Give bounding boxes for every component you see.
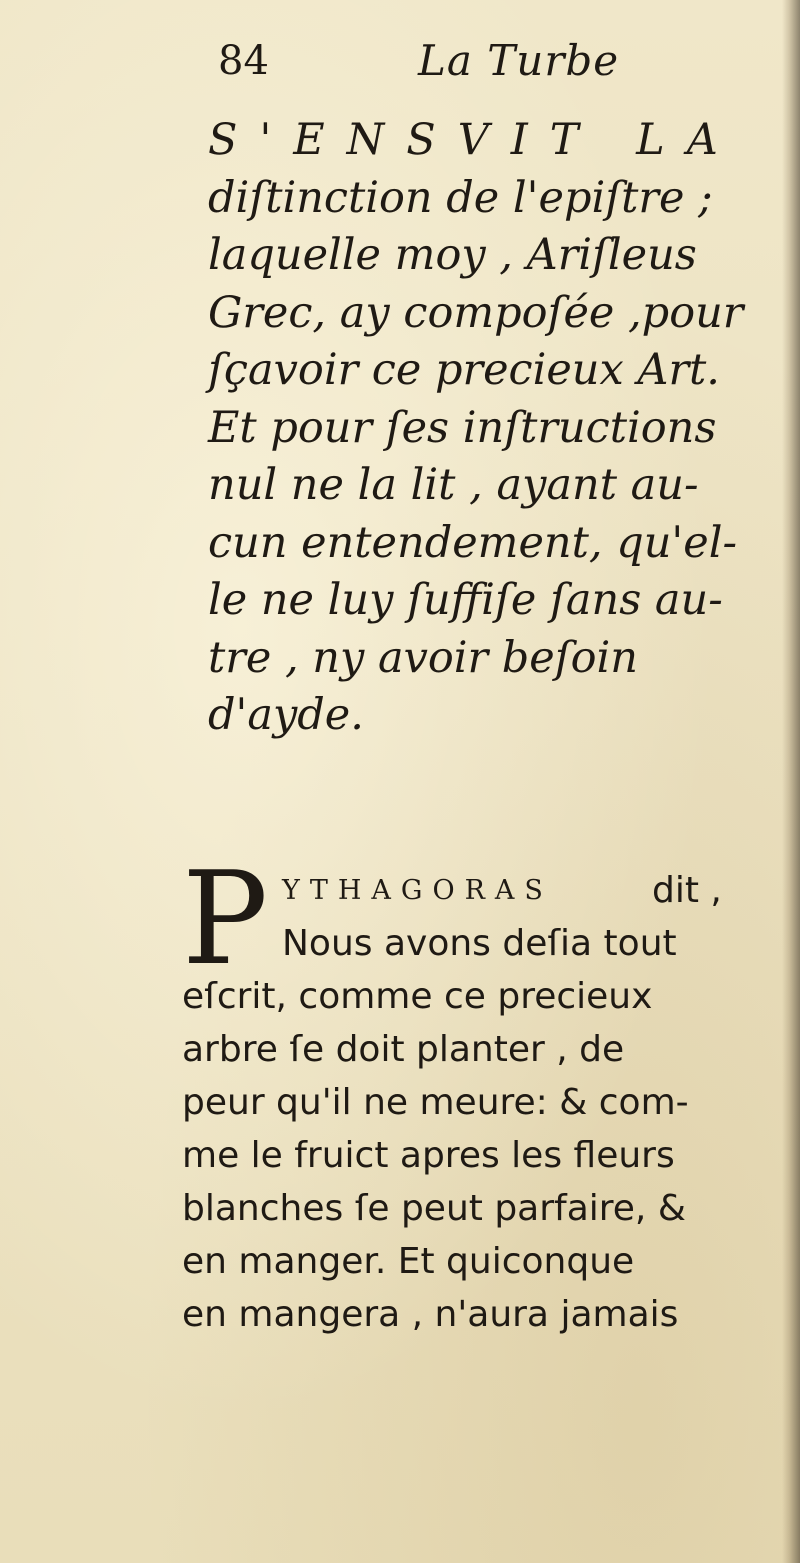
heading-line: le ne luy ſuffiſe ſans au-	[208, 575, 723, 625]
heading-line: cun entendement, qu'el-	[208, 517, 737, 568]
heading-line: tre , ny avoir beſoin	[208, 632, 638, 683]
text-line: Nous avons deſia tout	[282, 923, 677, 964]
section-heading	[208, 112, 778, 745]
text-line: eſcrit, comme ce precieux	[182, 976, 653, 1017]
running-title: La Turbe	[418, 36, 620, 85]
text-line: peur qu'il ne meure: & com-	[182, 1082, 689, 1123]
heading-line: d'ayde.	[208, 690, 364, 740]
text-line: me le fruict apres les fleurs	[182, 1135, 675, 1176]
first-line-rest: dit ,	[652, 870, 722, 911]
page-edge-shadow	[782, 0, 800, 1563]
heading-line: Grec, ay compoſée ,pour	[208, 287, 744, 338]
heading-line: Et pour ſes inſtructions	[208, 402, 717, 453]
first-word-small-caps: YTHAGORAS	[282, 875, 553, 906]
page-header	[0, 36, 800, 96]
page-number: 84	[218, 38, 269, 84]
heading-line: nul ne la lit , ayant au-	[208, 460, 699, 510]
drop-cap: P	[182, 845, 269, 994]
text-line: blanches ſe peut parfaire, &	[182, 1188, 686, 1229]
text-line: arbre ſe doit planter , de	[182, 1029, 625, 1070]
heading-line: laquelle moy , Ariſleus	[208, 230, 697, 280]
text-line: en mangera , n'aura jamais	[182, 1294, 679, 1335]
heading-line: diſtinction de l'epiſtre ;	[208, 172, 713, 223]
text-line: en manger. Et quiconque	[182, 1241, 635, 1282]
heading-line: ſçavoir ce precieux Art.	[208, 345, 720, 395]
heading-caps-line: S'ENSVIT LA	[208, 115, 740, 165]
